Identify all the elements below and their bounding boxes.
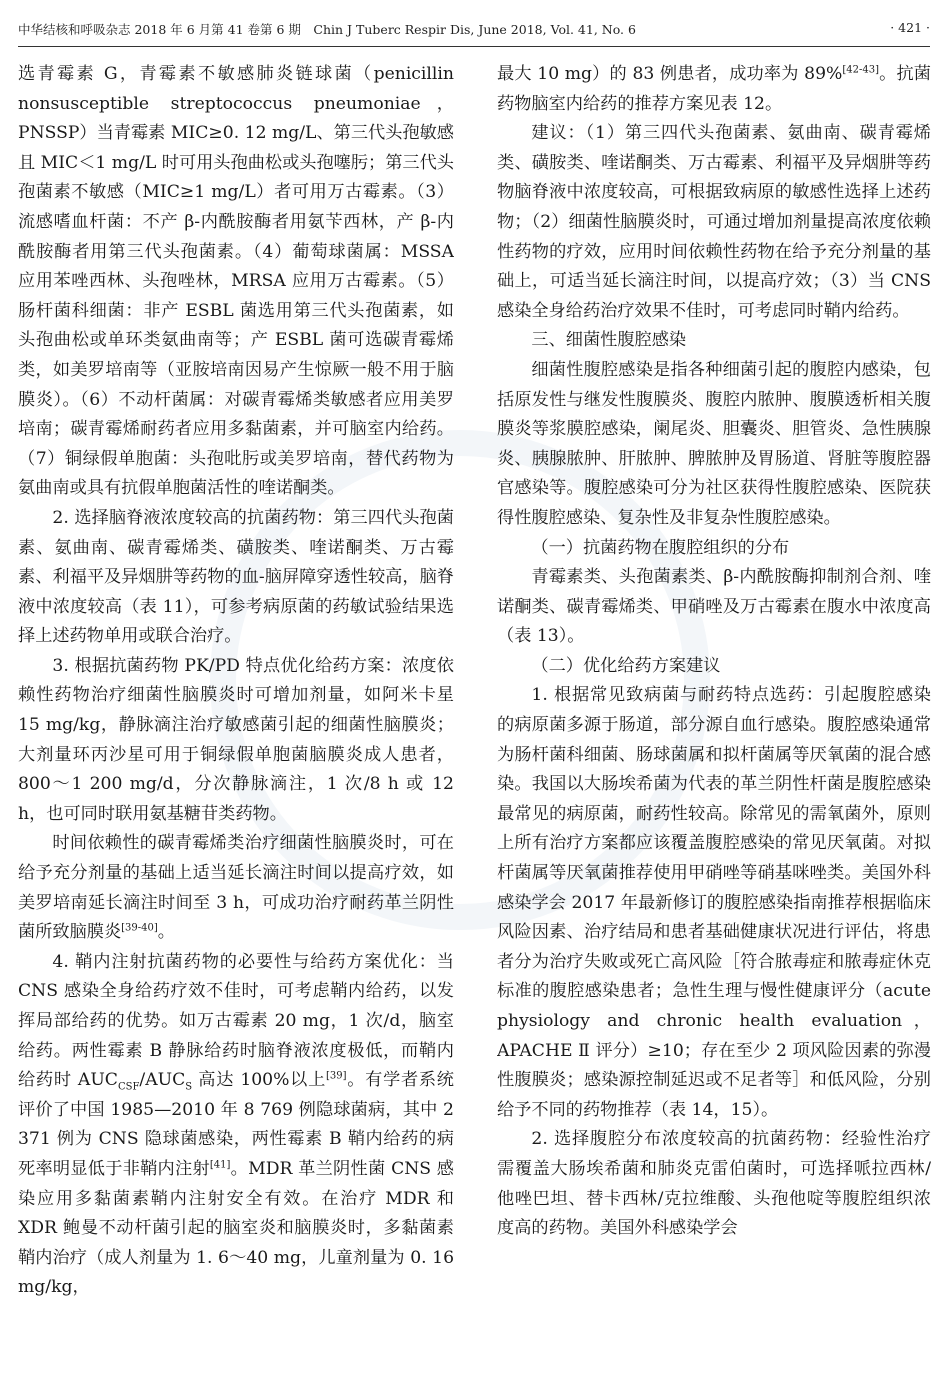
citation-ref: [41] (209, 1159, 231, 1171)
paragraph-abdominal-intro: 细菌性腹腔感染是指各种细菌引起的腹腔内感染，包括原发性与继发性腹膜炎、腹腔内脓肿、腹膜透析相关腹膜炎等浆膜腔感染，阑尾炎、胆囊炎、胆管炎、急性胰腺炎、胰腺脓肿、肝脓肿、脾脓肿及胃肠道、肾脏等腹腔器官感染等。腹腔感染可分为社区获得性腹腔感染、医院获得性腹腔感染、复杂性及非复杂性腹腔感染。 (497, 359, 931, 528)
page-number: · 421 · (890, 20, 930, 35)
citation-ref: [39] (326, 1070, 347, 1082)
header-rule (18, 46, 930, 47)
section-heading: 三、细菌性腹腔感染 (531, 330, 687, 351)
left-column (18, 60, 454, 1390)
journal-citation: 中华结核和呼吸杂志 2018 年 6 月第 41 卷第 6 期 Chin J Tuberc Respir Dis, June 2018, Vol. 41, No. 6 (18, 22, 636, 37)
paragraph-recommendation: 建议：（1）第三四代头孢菌素、氨曲南、碳青霉烯类、磺胺类、喹诺酮类、万古霉素、利福平及异烟肼等药物脑脊液中浓度较高，可根据致病原的敏感性选择上述药物；（2）细菌性脑膜炎时，可通过增加剂量提高浓度依赖性药物的疗效，应用时间依赖性药物在给予充分剂量的基础上，可适当延长滴注时间，以提高疗效；（3）当 CNS 感染全身给药治疗效果不佳时，可考虑同时鞘内给药。 (497, 123, 931, 321)
citation-ref: [42-43] (842, 64, 879, 76)
citation-ref: [39-40] (121, 922, 158, 934)
paragraph-continued: 选青霉素 G，青霉素不敏感肺炎链球菌（penicillin nonsusceptible streptococcus pneumoniae，PNSSP）当青霉素 MIC≥0. 12 mg/L、第三代头孢敏感且 MIC＜1 mg/L 时可用头孢曲松或头孢噻肟；第三代头孢菌素不敏感（MIC≥1 mg/L）者可用万古霉素。（3）流感嗜血杆菌：不产 β-内酰胺酶者用氨苄西林，产 β-内酰胺酶者用第三代头孢菌素。（4）葡萄球菌属：MSSA 应用苯唑西林、头孢唑林，MRSA 应用万古霉素。（5）肠杆菌科细菌：非产 ESBL 菌选用第三代头孢菌素，如头孢曲松或单环类氨曲南等；产 ESBL 菌可选碳青霉烯类，如美罗培南等（亚胺培南因易产生惊厥一般不用于脑膜炎）。（6）不动杆菌属：对碳青霉烯类敏感者应用美罗培南；碳青霉烯耐药者应用多黏菌素，并可脑室内给药。（7）铜绿假单胞菌：头孢吡肟或美罗培南，替代药物为氨曲南或具有抗假单胞菌活性的喹诺酮类。 (18, 64, 454, 499)
paragraph-intrathecal: 4. 鞘内注射抗菌药物的必要性与给药方案优化：当 CNS 感染全身给药疗效不佳时，可考虑鞘内给药，以发挥局部给药的优势。如万古霉素 20 mg，1 次/d，脑室给药。两性霉素 B 静脉给药时脑脊液浓度极低，而鞘内给药时 $AUC_{CSF}/AUC_S$ 高达 100%以上[39]。有学者系统评价了中国 1985—2010 年 8 769 例隐球菌病，其中 2 371 例为 CNS 隐球菌感染，两性霉素 B 鞘内给药的病死率明显低于非鞘内注射[41]。MDR 革兰阴性菌 CNS 感染应用多黏菌素鞘内注射安全有效。在治疗 MDR 和 XDR 鲍曼不动杆菌引起的脑室炎和脑膜炎时，多黏菌素鞘内治疗（成人剂量为 1. 6～40 mg，儿童剂量为 0. 16 mg/kg， (18, 951, 454, 1298)
paragraph-concentration-selection: 2. 选择腹腔分布浓度较高的抗菌药物：经验性治疗需覆盖大肠埃希菌和肺炎克雷伯菌时，可选择哌拉西林/他唑巴坦、替卡西林/克拉维酸、头孢他啶等腹腔组织浓度高的药物。美国外科感染学会 (497, 1129, 931, 1239)
paragraph-pkpd: 3. 根据抗菌药物 PK/PD 特点优化给药方案：浓度依赖性药物治疗细菌性脑膜炎时可增加剂量，如阿米卡星 15 mg/kg，静脉滴注治疗敏感菌引起的细菌性脑膜炎；大剂量环丙沙星可用于铜绿假单胞菌脑膜炎成人患者，800～1 200 mg/d，分次静脉滴注，1 次/8 h 或 12 h，也可同时联用氨基糖苷类药物。 (18, 655, 454, 824)
paragraph-distribution: 青霉素类、头孢菌素类、β-内酰胺酶抑制剂合剂、喹诺酮类、碳青霉烯类、甲硝唑及万古霉素在腹水中浓度高（表 13）。 (497, 567, 931, 647)
paragraph-csf-concentration: 2. 选择脑脊液浓度较高的抗菌药物：第三四代头孢菌素、氨曲南、碳青霉烯类、磺胺类、喹诺酮类、万古霉素、利福平及异烟肼等药物的血-脑屏障穿透性较高，脑脊液中浓度较高（表 11），可参考病原菌的药敏试验结果选择上述药物单用或联合治疗。 (18, 507, 454, 647)
paragraph-pathogen-selection: 1. 根据常见致病菌与耐药特点选药：引起腹腔感染的病原菌多源于肠道，部分源自血行感染。腹腔感染通常为肠杆菌科细菌、肠球菌属和拟杆菌属等厌氧菌的混合感染。我国以大肠埃希菌为代表的革兰阴性杆菌是腹腔感染最常见的病原菌，耐药性较高。除常见的需氧菌外，原则上所有治疗方案都应该覆盖腹腔感染的常见厌氧菌。对拟杆菌属等厌氧菌推荐使用甲硝唑等硝基咪唑类。美国外科感染学会 2017 年最新修订的腹腔感染指南推荐根据临床风险因素、治疗结局和患者基础健康状况进行评估，将患者分为治疗失败或死亡高风险［符合脓毒症和脓毒症休克标准的腹腔感染患者；急性生理与慢性健康评分（acute physiology and chronic health evaluation，APACHE Ⅱ 评分）≥10；存在至少 2 项风险因素的弥漫性腹膜炎；感染源控制延迟或不足者等］和低风险，分别给予不同的药物推荐（表 14，15）。 (497, 685, 931, 1120)
paragraph-continued: 最大 10 mg）的 83 例患者，成功率为 89%[42-43]。抗菌药物脑室内给药的推荐方案见表 12。 (497, 64, 931, 114)
right-column (497, 60, 931, 1390)
subsection-heading: （一）抗菌药物在腹腔组织的分布 (531, 537, 790, 558)
paragraph-time-dependent: 时间依赖性的碳青霉烯类治疗细菌性脑膜炎时，可在给予充分剂量的基础上适当延长滴注时间以提高疗效，如美罗培南延长滴注时间至 3 h，可成功治疗耐药革兰阴性菌所致脑膜炎[39-40]。 (18, 833, 454, 943)
subsection-heading: （二）优化给药方案建议 (531, 655, 721, 676)
